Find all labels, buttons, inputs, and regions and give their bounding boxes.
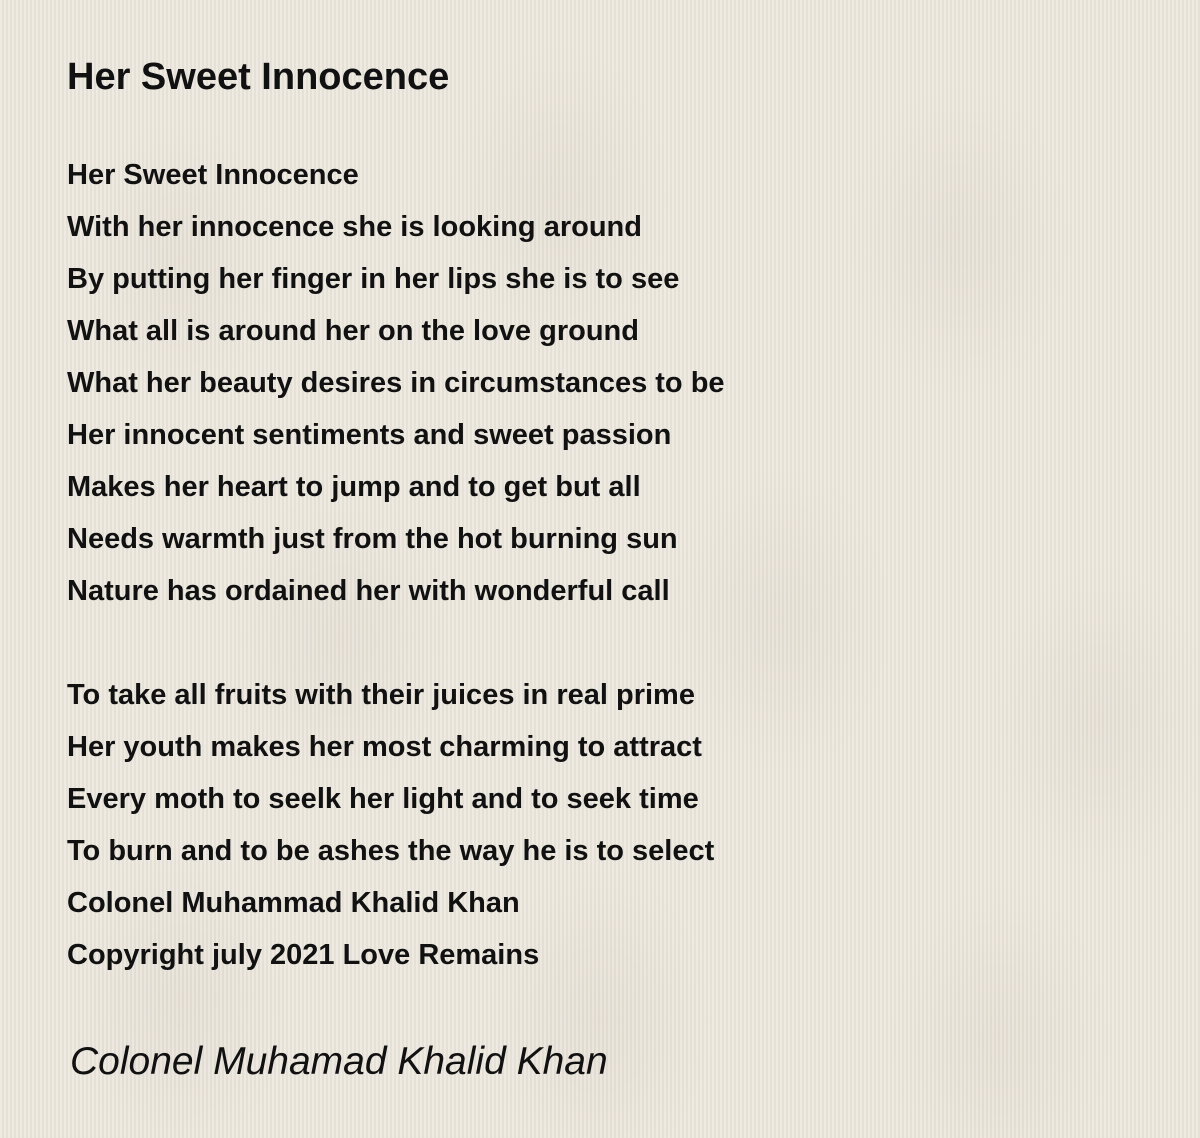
poem-line: What her beauty desires in circumstances to be <box>67 367 725 399</box>
poem-line: Copyright july 2021 Love Remains <box>67 939 540 971</box>
poem-line: Nature has ordained her with wonderful call <box>67 575 670 607</box>
poem-line: Her Sweet Innocence <box>67 159 359 191</box>
poem-title: Her Sweet Innocence <box>67 56 450 98</box>
poem-line: Her innocent sentiments and sweet passion <box>67 419 672 451</box>
stanza-2 <box>67 669 1167 981</box>
poem-line: Her youth makes her most charming to attract <box>67 731 702 763</box>
poem-line: By putting her finger in her lips she is to see <box>67 263 680 295</box>
poem-body <box>67 149 1167 981</box>
poem-line: To take all fruits with their juices in real prime <box>67 679 695 711</box>
poem-author: Colonel Muhamad Khalid Khan <box>70 1040 608 1083</box>
stanza-divider <box>67 617 1167 669</box>
poem-line: What all is around her on the love ground <box>67 315 639 347</box>
stanza-1 <box>67 149 1167 617</box>
poem-line: Needs warmth just from the hot burning sun <box>67 523 678 555</box>
poem-line: Every moth to seelk her light and to seek time <box>67 783 699 815</box>
poem-line: Makes her heart to jump and to get but all <box>67 471 641 503</box>
poem-line: With her innocence she is looking around <box>67 211 642 243</box>
poem-line: To burn and to be ashes the way he is to select <box>67 835 715 867</box>
poem-line: Colonel Muhammad Khalid Khan <box>67 887 520 919</box>
